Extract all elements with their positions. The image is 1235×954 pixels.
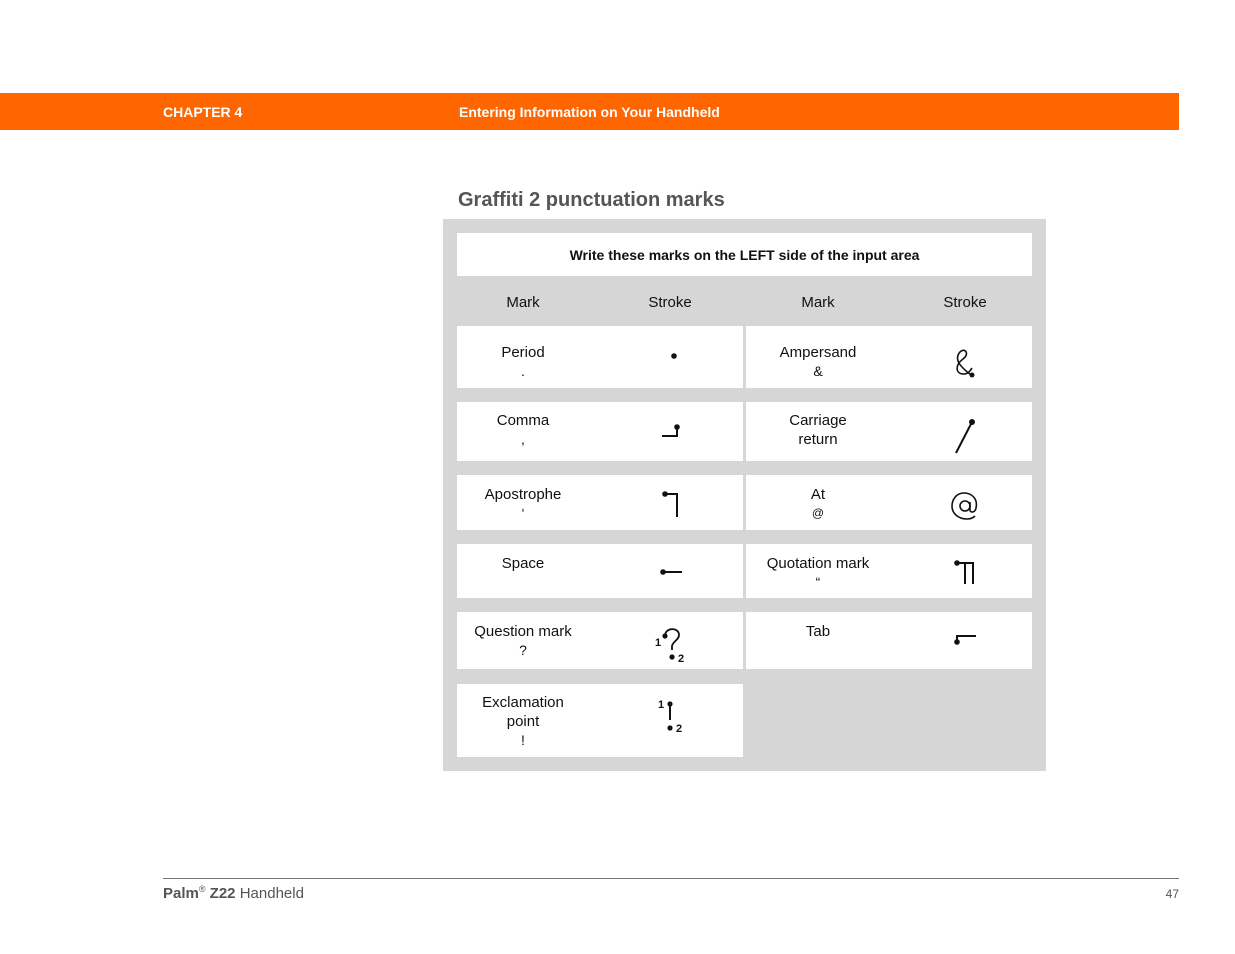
mark-symbol: ? xyxy=(519,642,527,658)
section-title: Graffiti 2 punctuation marks xyxy=(458,189,725,211)
apostrophe-stroke-icon xyxy=(655,485,689,521)
mark-symbol: ‘ xyxy=(521,505,525,521)
column-header-stroke-right: Stroke xyxy=(943,294,987,311)
model-name: Z22 xyxy=(209,885,236,902)
mark-name: Question mark xyxy=(474,623,572,640)
registered-mark: ® xyxy=(198,884,206,894)
table-banner: Write these marks on the LEFT side of the input area xyxy=(457,233,1032,276)
footer-rule xyxy=(163,878,1179,879)
stroke-number-1: 1 xyxy=(658,699,665,711)
quote-stroke-icon xyxy=(948,555,982,589)
space-stroke-icon xyxy=(655,560,689,584)
mark-name: Period xyxy=(501,344,545,361)
mark-symbol: “ xyxy=(815,574,821,590)
mark-quotation xyxy=(748,554,888,592)
page-number: 47 xyxy=(1165,887,1179,901)
chapter-label: CHAPTER 4 xyxy=(163,104,243,120)
mark-name-line2: return xyxy=(798,431,838,448)
footer-brand xyxy=(163,884,304,902)
mark-symbol: @ xyxy=(811,506,825,520)
mark-space xyxy=(453,554,593,573)
brand-name: Palm xyxy=(163,885,199,902)
mark-name: Comma xyxy=(496,412,550,429)
mark-name-line2: point xyxy=(506,713,540,730)
stroke-number-1: 1 xyxy=(655,637,662,649)
mark-comma xyxy=(453,411,593,449)
column-header-stroke-left: Stroke xyxy=(648,294,692,311)
mark-symbol: ! xyxy=(521,732,525,748)
mark-name: Quotation mark xyxy=(766,555,870,572)
mark-symbol: . xyxy=(521,363,525,379)
exclamation-stroke-icon xyxy=(652,694,692,736)
product-name: Handheld xyxy=(239,885,304,902)
dot-stroke-icon xyxy=(660,345,690,369)
question-stroke-icon xyxy=(652,624,692,666)
chapter-title: Entering Information on Your Handheld xyxy=(459,104,720,120)
mark-apostrophe xyxy=(453,485,593,523)
mark-name: Exclamation xyxy=(482,694,564,711)
comma-stroke-icon xyxy=(655,418,689,442)
mark-name: Carriage xyxy=(789,412,847,429)
ampersand-stroke-icon xyxy=(948,346,982,382)
stroke-number-2: 2 xyxy=(676,723,683,735)
mark-carriage-return xyxy=(748,411,888,449)
stroke-number-2: 2 xyxy=(678,653,685,665)
mark-name: Space xyxy=(501,555,545,572)
mark-period xyxy=(453,343,593,381)
tab-stroke-icon xyxy=(948,627,982,651)
column-header-mark-left: Mark xyxy=(506,294,540,311)
mark-symbol: , xyxy=(521,431,525,447)
mark-tab xyxy=(748,622,888,641)
mark-name: Ampersand xyxy=(779,344,857,361)
mark-ampersand xyxy=(748,343,888,381)
return-stroke-icon xyxy=(948,413,982,457)
mark-question xyxy=(453,622,593,660)
mark-name: Apostrophe xyxy=(484,486,562,503)
at-stroke-icon xyxy=(948,488,982,524)
mark-symbol: & xyxy=(813,363,823,379)
mark-name: At xyxy=(810,486,826,503)
mark-name: Tab xyxy=(805,623,831,640)
mark-at xyxy=(748,485,888,523)
mark-exclamation xyxy=(453,693,593,750)
column-header-mark-right: Mark xyxy=(801,294,835,311)
